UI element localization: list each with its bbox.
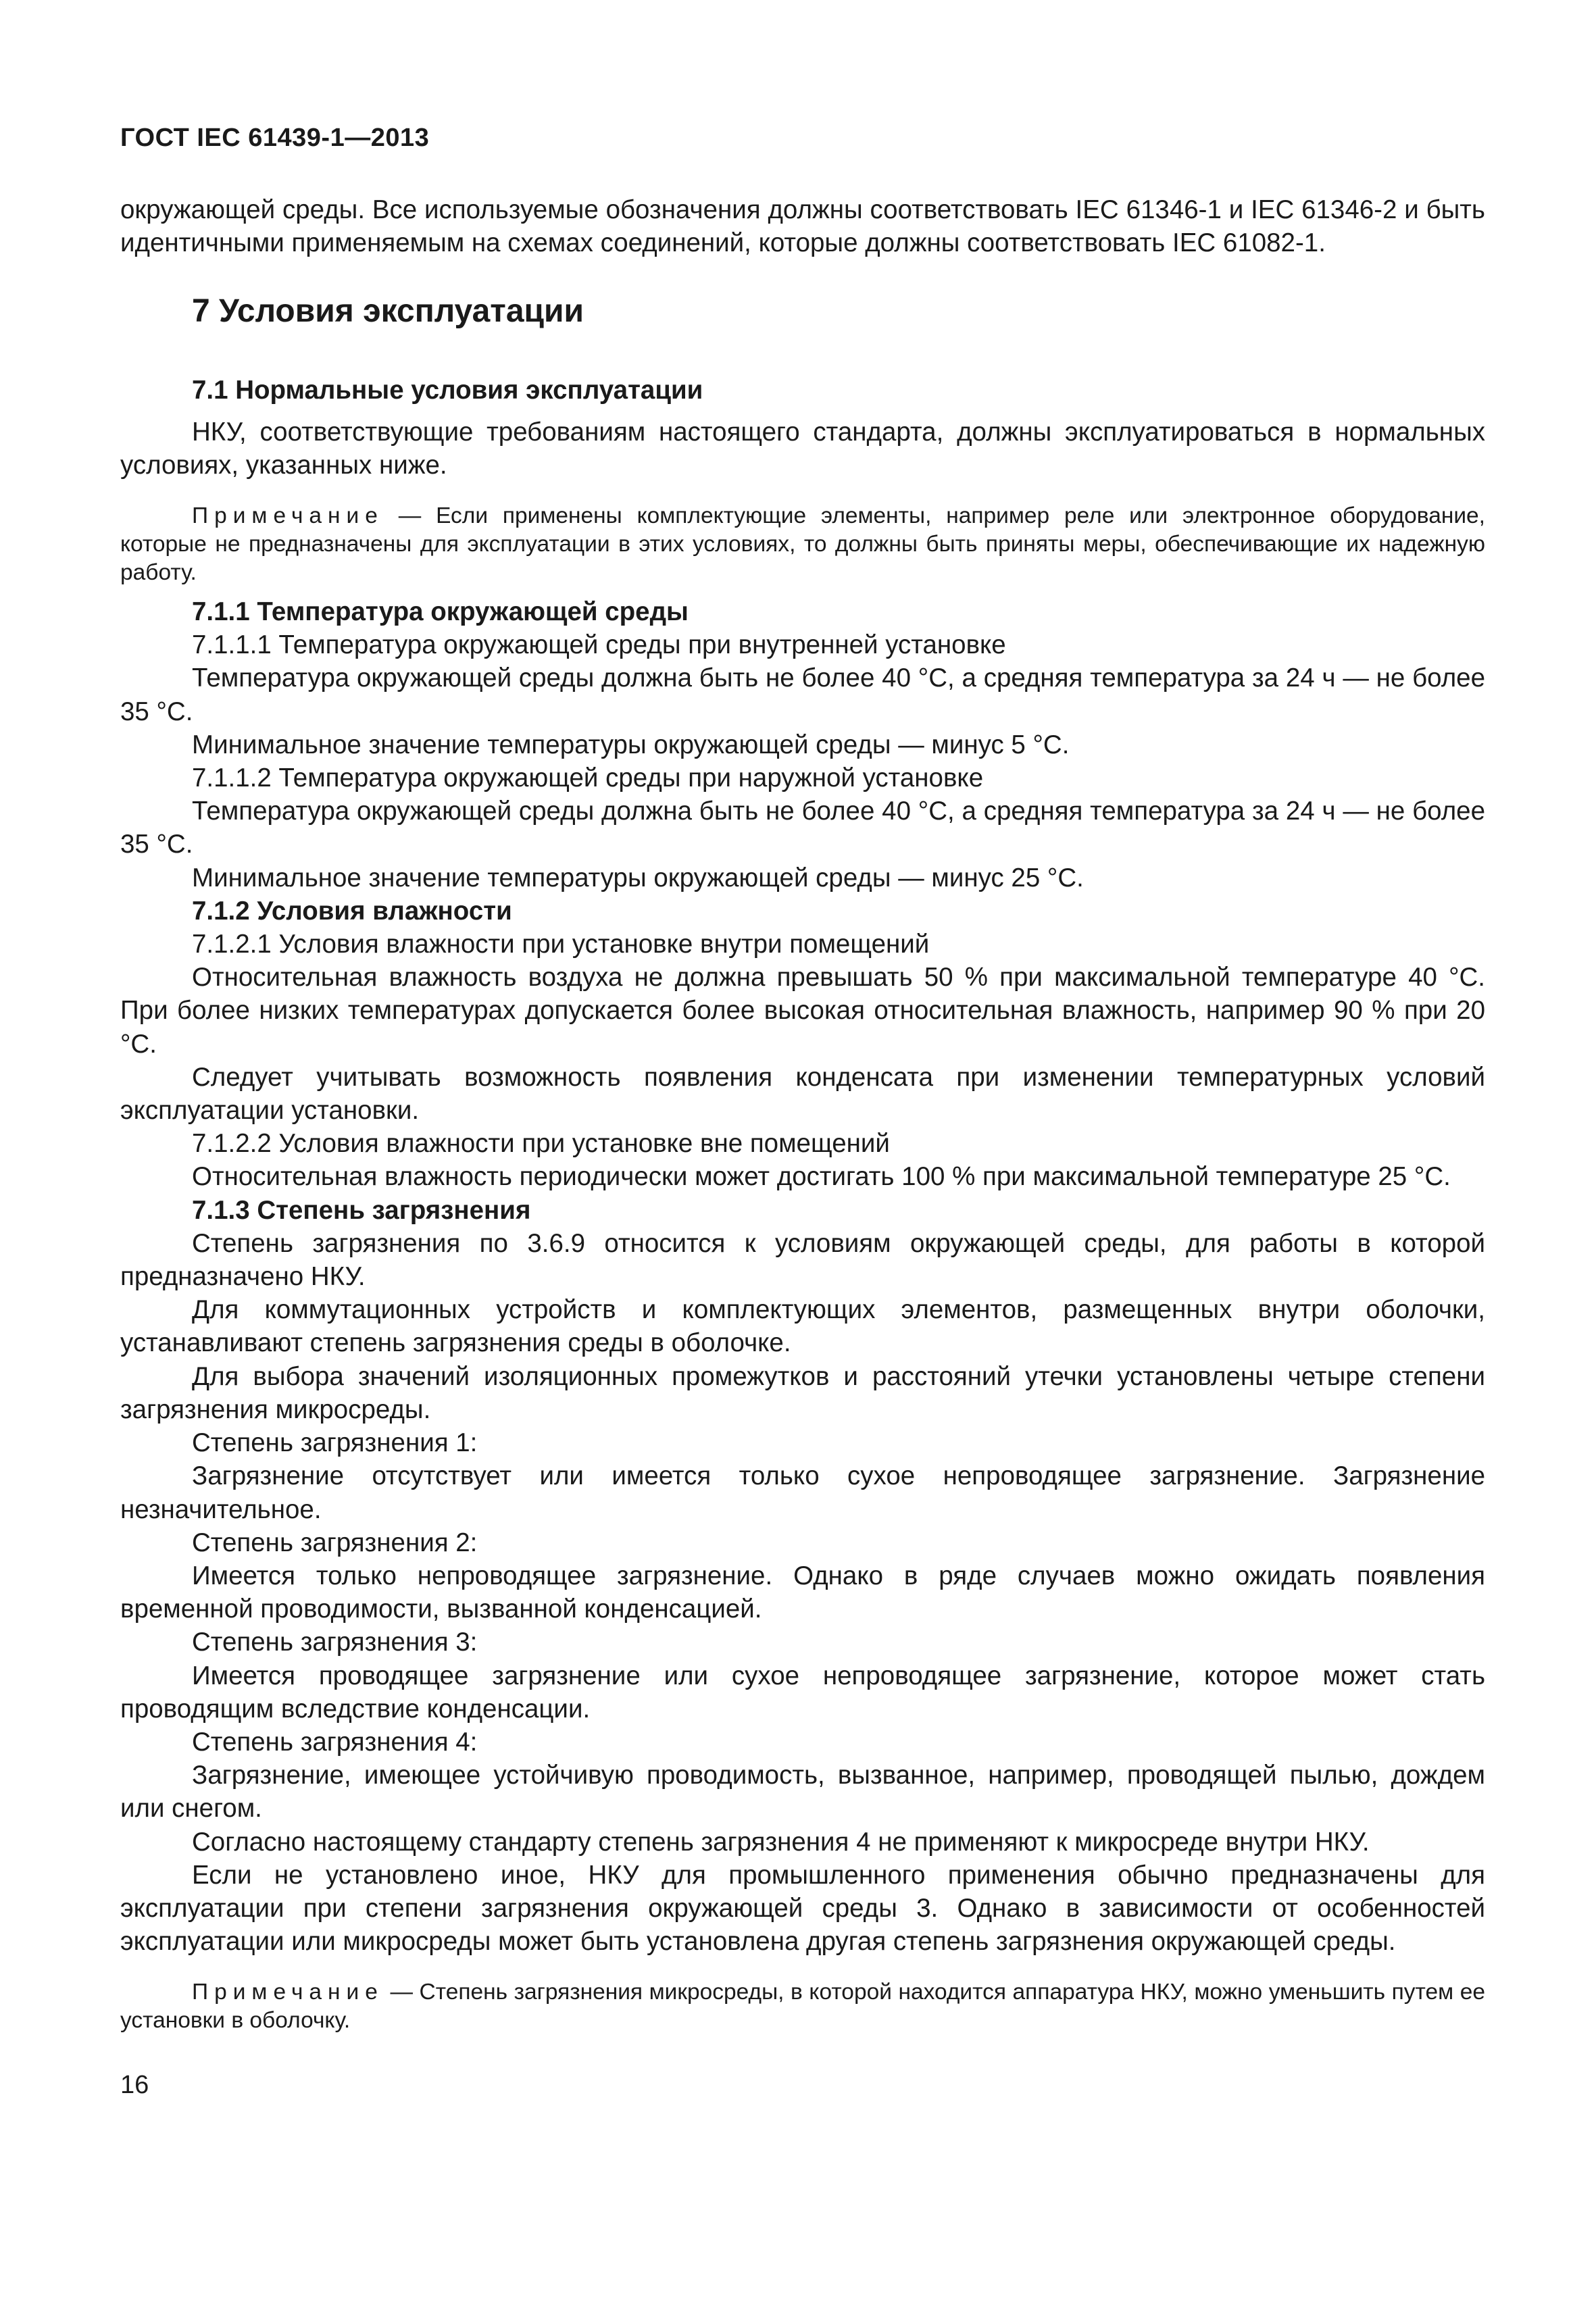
paragraph: Согласно настоящему стандарту степень загрязнения 4 не применяют к микросреде внутри НКУ. xyxy=(192,1827,1370,1857)
paragraph: Для выбора значений изоляционных промежутков и расстояний утечки установлены четыре степени загрязнения микросреды. xyxy=(120,1361,1485,1424)
degree-label: Степень загрязнения 1: xyxy=(192,1428,478,1458)
degree-label: Степень загрязнения 3: xyxy=(192,1628,478,1657)
paragraph: Для коммутационных устройств и комплектующих элементов, размещенных внутри оболочки, устанавливают степень загрязнения среды в оболочке. xyxy=(120,1295,1485,1358)
section-title: 7 Условия эксплуатации xyxy=(192,293,584,330)
paragraph: 7.1.2.2 Условия влажности при установке вне помещений xyxy=(192,1129,890,1159)
degree-label: Степень загрязнения 4: xyxy=(192,1727,478,1757)
note-text: — Степень загрязнения микросреды, в которой находится аппаратура НКУ, можно уменьшить путем ее установки в оболочку. xyxy=(120,1980,1485,2034)
paragraph: Минимальное значение температуры окружающей среды — минус 25 °С. xyxy=(192,863,1084,892)
paragraph: 7.1.1.1 Температура окружающей среды при внутренней установке xyxy=(192,630,1006,660)
degree-label: Степень загрязнения 2: xyxy=(192,1528,478,1557)
note xyxy=(120,502,1485,587)
subsection-7-1-3-title: 7.1.3 Степень загрязнения xyxy=(192,1195,531,1225)
paragraph: Относительная влажность периодически может достигать 100 % при максимальной температуре 25 °С. xyxy=(192,1162,1451,1192)
intro-paragraph: окружающей среды. Все используемые обозначения должны соответствовать IEC 61346-1 и IEC 61346-2 и быть идентичными применяемым на схемах соединений, которые должны соответствовать IEC 61082-1. xyxy=(120,195,1485,258)
paragraph: Степень загрязнения по 3.6.9 относится к условиям окружающей среды, для работы в которой предназначено НКУ. xyxy=(120,1228,1485,1292)
paragraph: НКУ, соответствующие требованиям настоящего стандарта, должны эксплуатироваться в нормальных условиях, указанных ниже. xyxy=(120,417,1485,480)
note-label: Примечание xyxy=(192,503,384,529)
note-text: — Если применены комплектующие элементы, например реле или электронное оборудование, которые не предназначены для эксплуатации в этих условиях, то должны быть приняты меры, обеспечивающие их надежную работу. xyxy=(120,503,1485,586)
paragraph: Минимальное значение температуры окружающей среды — минус 5 °С. xyxy=(192,730,1070,759)
paragraph: Если не установлено иное, НКУ для промышленного применения обычно предназначены для эксплуатации при степени загрязнения окружающей среды 3. Однако в зависимости от особенностей эксплуатации или микросреды может быть установлена другая степень загрязнения окружающей среды. xyxy=(120,1860,1485,1957)
note xyxy=(120,1978,1485,2035)
paragraph: Следует учитывать возможность появления конденсата при изменении температурных условий эксплуатации установки. xyxy=(120,1062,1485,1126)
document-header: ГОСТ IEC 61439-1—2013 xyxy=(120,124,430,152)
paragraph: 7.1.2.1 Условия влажности при установке внутри помещений xyxy=(192,930,930,959)
paragraph: Относительная влажность воздуха не должна превышать 50 % при максимальной температуре 40 °С. При более низких температурах допускается более высокая относительная влажность, например 90 % при 20 °С. xyxy=(120,963,1485,1059)
note-label: Примечание xyxy=(192,1980,384,2005)
subsection-7-1-2-title: 7.1.2 Условия влажности xyxy=(192,896,512,926)
paragraph: Температура окружающей среды должна быть не более 40 °С, а средняя температура за 24 ч — не более 35 °С. xyxy=(120,663,1485,726)
subsection-7-1-title: 7.1 Нормальные условия эксплуатации xyxy=(192,376,703,405)
subsection-7-1-1-title: 7.1.1 Температура окружающей среды xyxy=(192,597,689,627)
paragraph: Имеется только непроводящее загрязнение. Однако в ряде случаев можно ожидать появления временной проводимости, вызванной конденсацией. xyxy=(120,1561,1485,1624)
page-content xyxy=(120,122,1485,2043)
paragraph: Температура окружающей среды должна быть не более 40 °С, а средняя температура за 24 ч — не более 35 °С. xyxy=(120,797,1485,859)
paragraph: Загрязнение отсутствует или имеется только сухое непроводящее загрязнение. Загрязнение незначительное. xyxy=(120,1461,1485,1524)
paragraph: Имеется проводящее загрязнение или сухое непроводящее загрязнение, которое может стать проводящим вследствие конденсации. xyxy=(120,1661,1485,1724)
paragraph: Загрязнение, имеющее устойчивую проводимость, вызванное, например, проводящей пылью, дождем или снегом. xyxy=(120,1761,1485,1823)
page-number: 16 xyxy=(120,2071,149,2099)
paragraph: 7.1.1.2 Температура окружающей среды при наружной установке xyxy=(192,763,984,793)
